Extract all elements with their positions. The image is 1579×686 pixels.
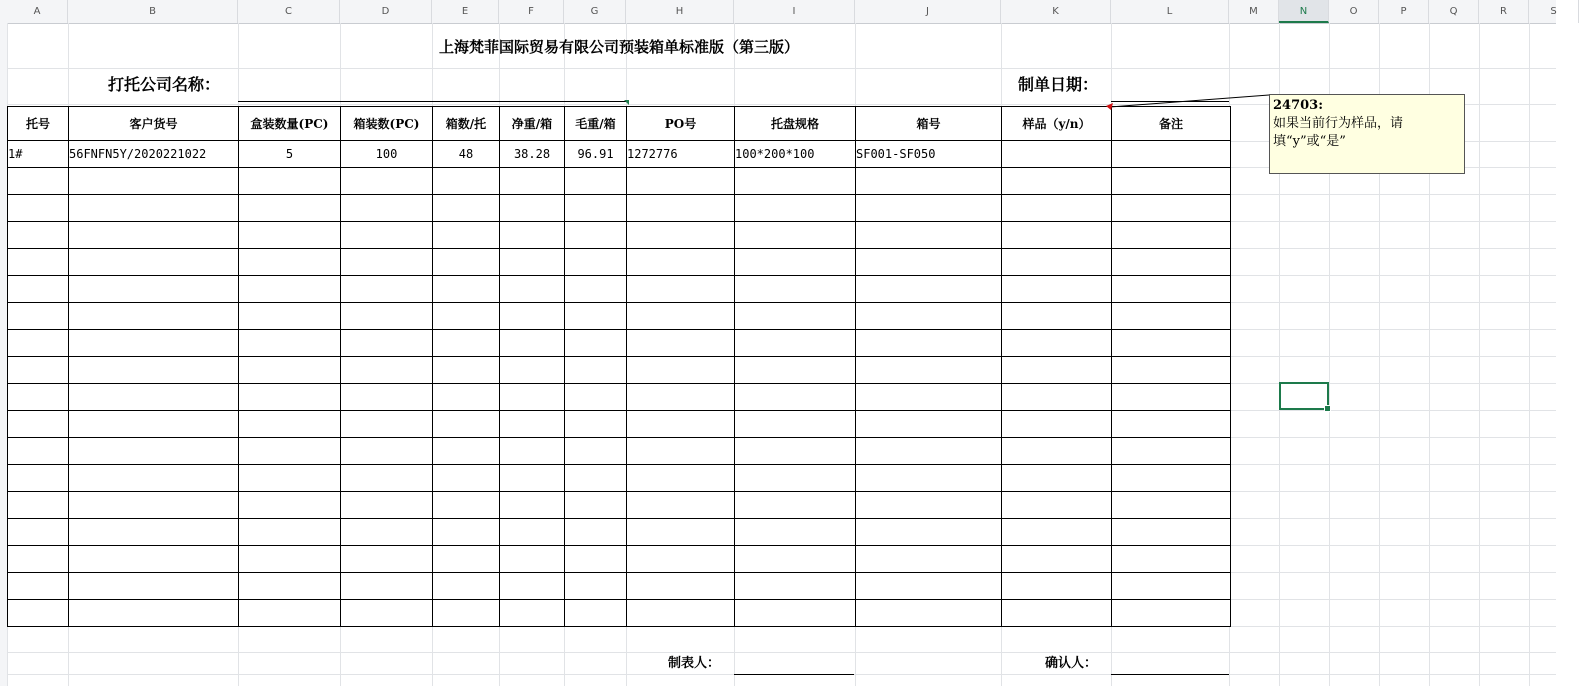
column-header-cell[interactable]: 备注 [1112,107,1231,141]
table-cell[interactable] [627,411,735,438]
table-cell[interactable] [433,249,500,276]
table-cell[interactable] [69,357,239,384]
table-cell[interactable] [500,465,565,492]
table-cell[interactable] [1112,573,1231,600]
maker-field-underline[interactable] [734,674,854,675]
table-cell[interactable] [856,276,1002,303]
table-cell[interactable] [1002,249,1112,276]
table-cell[interactable] [500,195,565,222]
table-cell[interactable] [735,168,856,195]
table-cell[interactable] [1002,384,1112,411]
table-cell[interactable] [627,573,735,600]
column-header-cell[interactable]: 盒装数量(PC) [239,107,341,141]
table-cell[interactable] [565,519,627,546]
table-cell[interactable] [627,492,735,519]
table-cell[interactable] [341,276,433,303]
table-cell[interactable] [433,222,500,249]
confirm-field-underline[interactable] [1111,674,1229,675]
table-cell[interactable] [341,384,433,411]
table-cell[interactable] [627,276,735,303]
table-cell[interactable] [565,303,627,330]
table-cell[interactable] [8,303,69,330]
table-cell[interactable] [500,492,565,519]
table-cell[interactable] [433,519,500,546]
column-header-r[interactable]: R [1479,0,1529,23]
table-cell[interactable] [239,411,341,438]
table-cell[interactable] [500,276,565,303]
column-header-cell[interactable]: 净重/箱 [500,107,565,141]
table-cell[interactable] [341,222,433,249]
date-field-underline[interactable] [1111,101,1229,102]
table-cell[interactable] [735,492,856,519]
table-row [8,411,1231,438]
table-row [8,303,1231,330]
table-cell[interactable] [8,276,69,303]
table-cell[interactable] [433,411,500,438]
table-cell[interactable] [433,303,500,330]
table-row [8,330,1231,357]
table-row [8,357,1231,384]
column-header-l[interactable]: L [1111,0,1229,23]
column-header-c[interactable]: C [238,0,340,23]
table-cell[interactable] [500,222,565,249]
table-cell[interactable] [856,249,1002,276]
table-cell[interactable]: 100*200*100 [735,141,856,168]
table-row [8,249,1231,276]
table-cell[interactable] [341,168,433,195]
table-cell[interactable] [239,195,341,222]
table-cell[interactable] [239,357,341,384]
table-cell[interactable] [8,357,69,384]
table-cell[interactable] [1112,384,1231,411]
table-cell[interactable] [433,600,500,627]
table-cell[interactable] [1002,465,1112,492]
table-cell[interactable] [433,438,500,465]
table-cell[interactable] [856,384,1002,411]
column-header-f[interactable]: F [499,0,564,23]
table-cell[interactable] [1112,465,1231,492]
table-cell[interactable]: 100 [341,141,433,168]
table-cell[interactable] [735,330,856,357]
table-cell[interactable] [8,330,69,357]
table-cell[interactable] [8,411,69,438]
table-cell[interactable] [1112,546,1231,573]
table-cell[interactable] [627,303,735,330]
table-cell[interactable] [735,573,856,600]
table-cell[interactable] [1002,573,1112,600]
table-row [8,492,1231,519]
table-cell[interactable] [8,519,69,546]
table-cell[interactable] [239,384,341,411]
column-header-cell[interactable]: 客户货号 [69,107,239,141]
table-cell[interactable] [239,546,341,573]
table-cell[interactable] [1112,330,1231,357]
column-header-m[interactable]: M [1229,0,1279,23]
table-cell[interactable] [735,222,856,249]
table-cell[interactable] [565,465,627,492]
column-header-q[interactable]: Q [1429,0,1479,23]
table-cell[interactable] [239,573,341,600]
table-cell[interactable] [565,249,627,276]
table-cell[interactable] [500,249,565,276]
table-cell[interactable] [1002,168,1112,195]
table-cell[interactable] [627,519,735,546]
table-cell[interactable]: 5 [239,141,341,168]
cell-comment-box[interactable] [1269,94,1465,174]
table-cell[interactable] [341,438,433,465]
table-cell[interactable]: 38.28 [500,141,565,168]
sheet-title: 上海梵菲国际贸易有限公司预装箱单标准版（第三版） [438,38,799,56]
table-cell[interactable] [627,330,735,357]
table-row [8,195,1231,222]
table-cell[interactable] [433,465,500,492]
table-cell[interactable] [1002,141,1112,168]
table-cell[interactable] [8,249,69,276]
column-header-cell[interactable]: 托号 [8,107,69,141]
table-cell[interactable] [565,384,627,411]
table-cell[interactable] [627,168,735,195]
table-cell[interactable] [1002,546,1112,573]
table-cell[interactable] [735,276,856,303]
column-header-cell[interactable]: 箱数/托 [433,107,500,141]
table-cell[interactable] [1002,438,1112,465]
column-header-cell[interactable]: 毛重/箱 [565,107,627,141]
table-cell[interactable] [69,384,239,411]
table-cell[interactable] [500,573,565,600]
comment-author: 24703: [1273,98,1324,113]
table-cell[interactable] [627,546,735,573]
table-cell[interactable] [735,519,856,546]
table-row [8,519,1231,546]
table-cell[interactable] [735,465,856,492]
table-cell[interactable] [433,168,500,195]
table-cell[interactable] [1112,276,1231,303]
table-cell[interactable] [500,438,565,465]
table-cell[interactable] [565,492,627,519]
table-cell[interactable] [735,411,856,438]
column-header-g[interactable]: G [564,0,626,23]
table-cell[interactable] [341,249,433,276]
table-cell[interactable] [341,600,433,627]
table-row [8,438,1231,465]
table-cell[interactable] [341,465,433,492]
table-cell[interactable] [1002,222,1112,249]
table-cell[interactable] [856,573,1002,600]
table-cell[interactable] [239,438,341,465]
table-cell[interactable] [565,357,627,384]
table-cell[interactable] [1002,492,1112,519]
column-header-b[interactable]: B [68,0,238,23]
table-cell[interactable] [1112,357,1231,384]
table-cell[interactable] [69,222,239,249]
packing-list-table [7,106,1231,627]
table-cell[interactable] [565,330,627,357]
table-cell[interactable] [500,384,565,411]
table-cell[interactable] [856,357,1002,384]
table-cell[interactable] [69,546,239,573]
table-cell[interactable] [1002,600,1112,627]
table-cell[interactable] [1002,195,1112,222]
table-cell[interactable] [856,222,1002,249]
table-cell[interactable] [856,546,1002,573]
date-label: 制单日期： [1018,75,1099,94]
table-row [8,465,1231,492]
table-cell[interactable] [500,600,565,627]
table-cell[interactable] [69,438,239,465]
table-cell[interactable] [500,303,565,330]
table-cell[interactable] [69,276,239,303]
table-cell[interactable] [565,195,627,222]
table-cell[interactable] [341,330,433,357]
table-cell[interactable] [1112,519,1231,546]
table-row [8,546,1231,573]
table-cell[interactable] [69,303,239,330]
table-cell[interactable] [735,384,856,411]
table-cell[interactable] [1112,600,1231,627]
table-cell[interactable] [8,600,69,627]
column-header-j[interactable]: J [855,0,1001,23]
table-cell[interactable] [8,384,69,411]
table-cell[interactable] [856,168,1002,195]
table-cell[interactable] [433,276,500,303]
table-cell[interactable] [856,465,1002,492]
column-header-n[interactable]: N [1279,0,1329,23]
table-cell[interactable] [341,492,433,519]
table-cell[interactable] [1112,411,1231,438]
table-cell[interactable] [8,492,69,519]
table-cell[interactable] [433,546,500,573]
comment-text: 如果当前行为样品，请填“y”或“是” [1273,116,1404,149]
table-cell[interactable] [1002,519,1112,546]
table-cell[interactable] [8,222,69,249]
table-cell[interactable] [1112,195,1231,222]
gridline-vertical [1529,23,1530,686]
table-cell[interactable]: 48 [433,141,500,168]
table-cell[interactable] [239,600,341,627]
table-cell[interactable] [500,519,565,546]
table-cell[interactable] [239,465,341,492]
column-header-cell[interactable]: 样品（y/n） [1002,107,1112,141]
table-cell[interactable] [1002,303,1112,330]
table-cell[interactable] [69,573,239,600]
table-cell[interactable] [8,465,69,492]
table-cell[interactable] [565,222,627,249]
table-cell[interactable] [627,195,735,222]
table-cell[interactable] [856,330,1002,357]
table-cell[interactable] [627,600,735,627]
table-cell[interactable] [433,573,500,600]
table-cell[interactable] [239,519,341,546]
table-row [8,168,1231,195]
table-cell[interactable] [1112,141,1231,168]
table-row [8,384,1231,411]
table-cell[interactable] [856,411,1002,438]
table-cell[interactable] [735,546,856,573]
table-cell[interactable] [341,303,433,330]
table-cell[interactable] [627,438,735,465]
table-cell[interactable] [1112,438,1231,465]
table-cell[interactable] [500,411,565,438]
table-cell[interactable] [1112,168,1231,195]
gridline-horizontal [7,652,1556,653]
table-cell[interactable]: 96.91 [565,141,627,168]
table-cell[interactable] [735,303,856,330]
table-cell[interactable] [1002,411,1112,438]
table-row [8,276,1231,303]
column-header-cell[interactable]: PO号 [627,107,735,141]
table-cell[interactable] [69,195,239,222]
table-cell[interactable] [1112,303,1231,330]
table-cell[interactable] [1112,222,1231,249]
table-cell[interactable] [8,438,69,465]
column-header-i[interactable]: I [734,0,855,23]
table-cell[interactable]: 1# [8,141,69,168]
table-cell[interactable] [627,465,735,492]
table-cell[interactable] [239,330,341,357]
table-row [8,222,1231,249]
table-cell[interactable] [735,600,856,627]
table-cell[interactable] [8,168,69,195]
gridline-vertical [1479,23,1480,686]
table-cell[interactable] [735,195,856,222]
table-cell[interactable] [341,195,433,222]
column-header-p[interactable]: P [1379,0,1429,23]
pallet-company-field-underline[interactable] [238,101,626,102]
table-cell[interactable] [69,492,239,519]
table-cell[interactable] [341,519,433,546]
column-header-o[interactable]: O [1329,0,1379,23]
cell-note-marker [624,100,629,105]
table-cell[interactable] [433,492,500,519]
table-cell[interactable] [735,357,856,384]
column-header-cell[interactable]: 箱装数(PC) [341,107,433,141]
table-cell[interactable]: 1272776 [627,141,735,168]
table-cell[interactable] [565,438,627,465]
table-cell[interactable] [500,546,565,573]
table-cell[interactable] [69,519,239,546]
table-cell[interactable] [69,411,239,438]
column-header-a[interactable]: A [7,0,68,23]
column-header-s[interactable]: S [1529,0,1579,23]
column-header-h[interactable]: H [626,0,734,23]
table-cell[interactable] [239,303,341,330]
table-cell[interactable] [1112,249,1231,276]
maker-label: 制表人： [668,656,721,671]
table-cell[interactable] [856,519,1002,546]
confirm-label: 确认人： [1045,656,1098,671]
table-cell[interactable] [627,222,735,249]
table-cell[interactable] [341,411,433,438]
table-cell[interactable] [239,222,341,249]
pallet-company-label: 打托公司名称： [108,75,221,94]
table-cell[interactable] [341,573,433,600]
table-row [8,600,1231,627]
table-cell[interactable] [69,249,239,276]
table-cell[interactable] [627,357,735,384]
table-cell[interactable] [341,357,433,384]
table-cell[interactable] [69,465,239,492]
table-cell[interactable] [735,438,856,465]
column-header-cell[interactable]: 箱号 [856,107,1002,141]
table-cell[interactable] [69,600,239,627]
table-cell[interactable] [565,276,627,303]
table-cell[interactable] [565,573,627,600]
table-cell[interactable] [856,195,1002,222]
table-cell[interactable]: SF001-SF050 [856,141,1002,168]
table-cell[interactable] [856,600,1002,627]
table-cell[interactable] [239,249,341,276]
table-cell[interactable] [1112,492,1231,519]
table-cell[interactable] [500,357,565,384]
table-cell[interactable] [627,384,735,411]
table-cell[interactable] [565,546,627,573]
table-cell[interactable] [433,330,500,357]
table-cell[interactable] [433,357,500,384]
table-cell[interactable] [627,249,735,276]
column-header-e[interactable]: E [432,0,499,23]
table-cell[interactable] [1002,357,1112,384]
table-cell[interactable] [433,195,500,222]
table-cell[interactable] [239,492,341,519]
table-cell[interactable] [856,303,1002,330]
table-cell[interactable] [565,600,627,627]
gridline-horizontal [7,68,1556,69]
table-cell[interactable] [239,276,341,303]
column-header-bar [0,0,1556,24]
table-cell[interactable] [8,573,69,600]
table-cell[interactable] [565,168,627,195]
table-cell[interactable] [565,411,627,438]
table-cell[interactable]: 56FNFN5Y/2020221022 [69,141,239,168]
column-header-d[interactable]: D [340,0,432,23]
table-cell[interactable] [856,492,1002,519]
table-cell[interactable] [735,249,856,276]
table-cell[interactable] [1002,276,1112,303]
column-header-k[interactable]: K [1001,0,1111,23]
table-cell[interactable] [433,384,500,411]
table-cell[interactable] [239,168,341,195]
table-cell[interactable] [8,546,69,573]
table-cell[interactable] [1002,330,1112,357]
table-cell[interactable] [69,330,239,357]
table-cell[interactable] [341,546,433,573]
column-header-cell[interactable]: 托盘规格 [735,107,856,141]
table-cell[interactable] [856,438,1002,465]
table-cell[interactable] [8,195,69,222]
active-cell-selection[interactable] [1279,382,1329,410]
table-cell[interactable] [500,168,565,195]
table-cell[interactable] [69,168,239,195]
table-row [8,141,1231,168]
table-cell[interactable] [500,330,565,357]
table-row [8,573,1231,600]
table-header-row [8,107,1231,141]
